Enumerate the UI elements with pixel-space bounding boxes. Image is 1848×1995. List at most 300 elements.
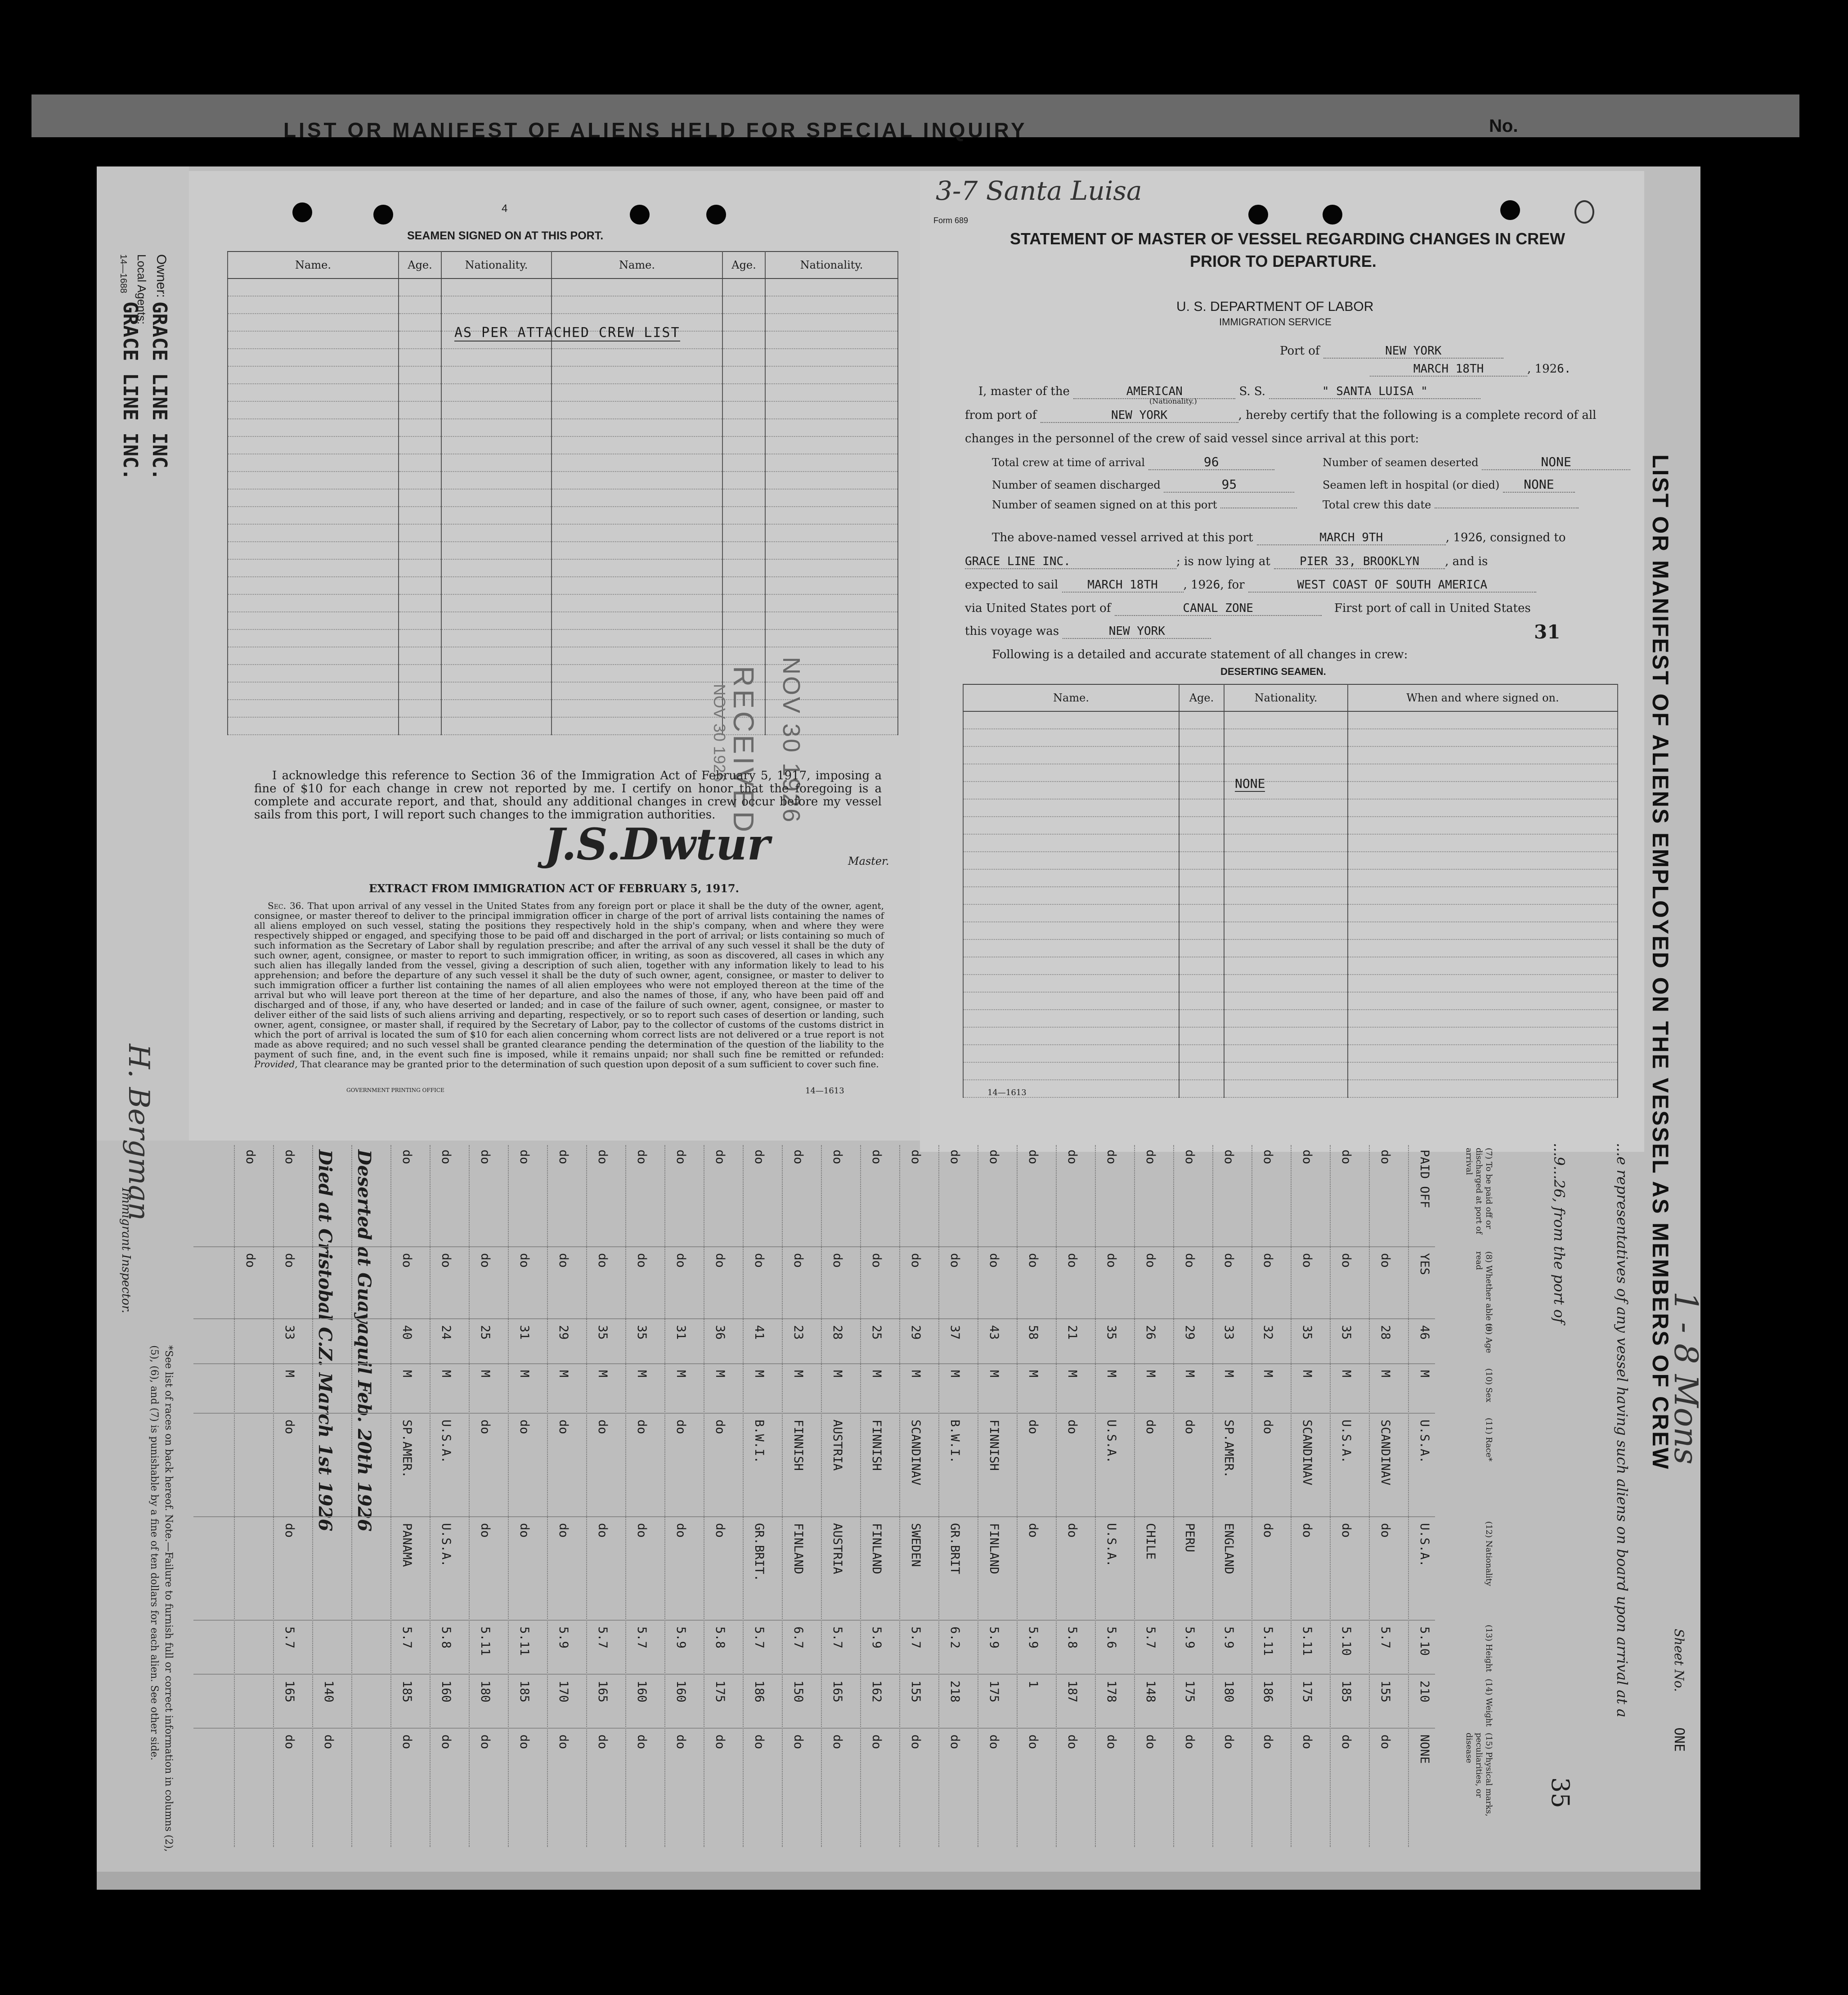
manifest-cell-sex: M [1183, 1370, 1197, 1378]
manifest-cell-age: 35 [596, 1325, 610, 1340]
manifest-cell-sex: M [1339, 1370, 1353, 1378]
table-row [228, 366, 898, 384]
col-name: Name. [228, 252, 399, 279]
left-form-code: 14—1613 [805, 1086, 844, 1096]
manifest-cell-age: 37 [948, 1325, 962, 1340]
master-signature: J.S.Dwtur [544, 819, 770, 870]
manifest-cell-wt: 160 [635, 1680, 649, 1703]
column-divider [193, 1620, 1435, 1621]
manifest-cell-race: U.S.A. [439, 1420, 453, 1464]
deserted-line: Number of seamen deserted NONE [1323, 454, 1630, 470]
bottom-strip [97, 1872, 1700, 1890]
manifest-cell-sex: M [1104, 1370, 1118, 1378]
manifest-cell-sex: M [1222, 1370, 1236, 1378]
manifest-cell-ht: 5.11 [517, 1627, 531, 1656]
table-row [228, 629, 898, 647]
table-row [228, 612, 898, 629]
table-row [430, 1145, 431, 1847]
deserting-title: DESERTING SEAMEN. [1220, 666, 1326, 677]
table-row [312, 1145, 314, 1847]
handwritten-note: 3-7 Santa Luisa [936, 175, 1142, 206]
manifest-cell-sex: M [791, 1370, 805, 1378]
table-row [1095, 1145, 1097, 1847]
manifest-cell-nat: FINLAND [870, 1523, 884, 1574]
table-row [963, 992, 1618, 1010]
manifest-cell-wt: 218 [948, 1680, 962, 1703]
manifest-cell-wt: 210 [1417, 1680, 1431, 1703]
table-row [1212, 1145, 1214, 1847]
consignee-value: GRACE LINE INC. [965, 555, 1176, 569]
manifest-cell-race: B.W.I. [752, 1420, 766, 1464]
manifest-cell-read: do [635, 1253, 649, 1268]
manifest-cell-read: do [1183, 1253, 1197, 1268]
manifest-cell-marks: do [948, 1734, 962, 1749]
lying-at-value: PIER 33, BROOKLYN [1274, 555, 1445, 569]
sheet-number-text: Sheet No. ONE [1671, 1629, 1687, 1752]
inspector-label: Immigrant Inspector. [119, 1188, 133, 1313]
table-row [228, 524, 898, 542]
manifest-cell-nat: SWEDEN [909, 1523, 923, 1567]
manifest-cell-nat: do [1065, 1523, 1079, 1538]
table-row [963, 834, 1618, 852]
manifest-cell-wt: 162 [870, 1680, 884, 1703]
table-row [625, 1145, 627, 1847]
table-row [963, 799, 1618, 817]
extract-body: Sec. 36. That upon arrival of any vessel in the United States from any foreign port or place it shall be the duty of the owner, agent, consignee, or master thereof to deliver to the principal immigration officer in charge of the port of arrival lists containing the names of all aliens employed on such vessel, stating the positions they respectively hold in the ship's company, when and where they were respectively shipped or engaged, and specifying those to be paid off and discharged in the port of arrival; or lists containing so much of such information as the Secretary of Labor shall by regulation prescribe; and after the arrival of any such vessel it shall be the duty of such owner, agent, consignee, or master to report to such immigration officer, in writing, as soon as discovered, all cases in which any such alien has illegally landed from the vessel, giving a description of such alien, together with any information likely to lead to his apprehension; and before the departure of any such vessel it shall be the duty of such owner, agent, consignee, or master to deliver to such immigration officer a further list containing the names of all alien employees who were not employed thereon at the time of the arrival but who will leave port thereon at the time of her departure, and also the names of those, if any, who have been paid off and discharged and of those, if any, who have deserted or landed; and in case of the failure of such owner, agent, consignee, or master to deliver either of the said lists of such aliens arriving and departing, respectively, or so to report such cases of desertion or landing, such owner, agent, consignee, or master shall, if required by the Secretary of Labor, pay to the collector of customs of the customs district in which the port of arrival is located the sum of $10 for each alien concerning whom correct lists are not delivered or a true report is not made as above required; and no such vessel shall be granted clearance pending the determination of the question of the liability to the payment of such fine, and, in the event such fine is imposed, while it remains unpaid; nor shall such fine be remitted or refunded: Provided, That clearance may be granted prior to the determination of such question upon deposit of a sum sufficient to cover such fine. [254, 900, 884, 1069]
manifest-cell-paid: do [596, 1150, 610, 1164]
manifest-cell-marks: do [1261, 1734, 1275, 1749]
destination-value: WEST COAST OF SOUTH AMERICA [1248, 578, 1536, 593]
manifest-page-number-text: 35 [1546, 1777, 1574, 1808]
manifest-cell-paid: do [870, 1150, 884, 1164]
discharged-line: Number of seamen discharged 95 [992, 477, 1294, 493]
manifest-cell-marks: do [1104, 1734, 1118, 1749]
manifest-cell-wt: 186 [1261, 1680, 1275, 1703]
manifest-cell-age: 35 [1339, 1325, 1353, 1340]
punch-hole [1248, 205, 1268, 225]
manifest-cell-wt: 175 [713, 1680, 727, 1703]
discharged-value: 95 [1164, 477, 1294, 493]
manifest-cell-ht: 5.8 [1065, 1627, 1079, 1649]
manifest-cell-read: do [830, 1253, 844, 1268]
manifest-cell-read: do [400, 1253, 414, 1268]
col-nationality: Nationality. [1224, 684, 1348, 711]
manifest-cell-wt: 165 [830, 1680, 844, 1703]
manifest-cell-race: SCANDINAV [1300, 1420, 1314, 1486]
manifest-cell-paid: do [791, 1150, 805, 1164]
table-row [821, 1145, 823, 1847]
manifest-cell-nat: PERU [1183, 1523, 1197, 1553]
manifest-cell-marks: do [439, 1734, 453, 1749]
manifest-cell-read: do [1378, 1253, 1392, 1268]
manifest-cell-sex: M [713, 1370, 727, 1378]
table-row [228, 507, 898, 524]
manifest-cell-paid: Died at Cristobal C.Z. March 1st 1926 [314, 1150, 336, 1532]
manifest-cell-paid: do [948, 1150, 962, 1164]
manifest-cell-ht: 5.7 [635, 1627, 649, 1649]
from-port-line: from port of NEW YORK , hereby certify that the following is a complete record of all [965, 409, 1597, 422]
manifest-cell-ht: 5.9 [1222, 1627, 1236, 1649]
sheet-number [1671, 1629, 1810, 1752]
sail-date: MARCH 18TH [1062, 578, 1184, 593]
manifest-cell-age: 25 [870, 1325, 884, 1340]
table-row [228, 279, 898, 296]
owner-form-code: 14—1688 [118, 254, 128, 293]
manifest-cell-nat: U.S.A. [1417, 1523, 1431, 1567]
port-line: Port of NEW YORK [1280, 344, 1503, 359]
manifest-cell-paid: do [1104, 1150, 1118, 1164]
manifest-cell-nat: do [478, 1523, 492, 1538]
manifest-cell-age: 31 [517, 1325, 531, 1340]
table-row [228, 542, 898, 559]
manifest-cell-marks: do [870, 1734, 884, 1749]
manifest-cell-marks: do [478, 1734, 492, 1749]
manifest-cell-read: do [1339, 1253, 1353, 1268]
manifest-cell-paid: do [1222, 1150, 1236, 1164]
table-row [351, 1145, 353, 1847]
manifest-cell-race: SCANDINAV [909, 1420, 923, 1486]
manifest-cell-age: 32 [1261, 1325, 1275, 1340]
table-row [1056, 1145, 1058, 1847]
manifest-cell-sex: M [870, 1370, 884, 1378]
table-row [963, 922, 1618, 939]
table-row [963, 957, 1618, 975]
manifest-cell-race: FINNISH [791, 1420, 805, 1471]
manifest-handwritten [1667, 1291, 1848, 1465]
table-row [963, 869, 1618, 887]
manifest-cell-marks: do [635, 1734, 649, 1749]
table-row [782, 1145, 784, 1847]
master-label: Master. [848, 855, 889, 867]
manifest-cell-sex: M [909, 1370, 923, 1378]
manifest-cell-sex: M [478, 1370, 492, 1378]
manifest-cell-race: do [1183, 1420, 1197, 1434]
manifest-cell-sex: M [1261, 1370, 1275, 1378]
column-divider [193, 1728, 1435, 1729]
agents-value: GRACE LINE INC. [119, 301, 142, 481]
manifest-column-header: (15) Physical marks, peculiarities, or disease [1464, 1733, 1494, 1817]
header-strip [31, 94, 1799, 142]
manifest-cell-race: U.S.A. [1417, 1420, 1431, 1464]
manifest-table [193, 1145, 1435, 1847]
from-port-value: NEW YORK [1041, 409, 1238, 423]
punch-hole [706, 205, 726, 225]
manifest-cell-marks: do [283, 1734, 296, 1749]
manifest-cell-nat: GR.BRIT [948, 1523, 962, 1574]
manifest-cell-nat: do [556, 1523, 570, 1538]
manifest-cell-read: do [1026, 1253, 1040, 1268]
deserted-value: NONE [1482, 454, 1630, 470]
manifest-cell-nat: do [283, 1523, 296, 1538]
manifest-cell-race: do [1026, 1420, 1040, 1434]
manifest-cell-ht: 5.10 [1339, 1627, 1353, 1656]
table-row [963, 887, 1618, 904]
table-row [234, 1145, 236, 1847]
manifest-cell-paid: do [987, 1150, 1001, 1164]
manifest-cell-age: 28 [830, 1325, 844, 1340]
table-row [1330, 1145, 1332, 1847]
manifest-cell-wt: 187 [1065, 1680, 1079, 1703]
manifest-cell-sex: M [1417, 1370, 1431, 1378]
manifest-cell-nat: PANAMA [400, 1523, 414, 1567]
manifest-cell-nat: do [713, 1523, 727, 1538]
col-age: Age. [1179, 684, 1224, 711]
col-nationality: Nationality. [765, 252, 898, 279]
manifest-cell-age: 40 [400, 1325, 414, 1340]
table-row [586, 1145, 588, 1847]
manifest-cell-wt: 170 [556, 1680, 570, 1703]
manifest-cell-marks: do [791, 1734, 805, 1749]
manifest-cell-age: 35 [1104, 1325, 1118, 1340]
manifest-cell-race: do [1144, 1420, 1157, 1434]
manifest-cell-sex: M [1300, 1370, 1314, 1378]
following-line: Following is a detailed and accurate statement of all changes in crew: [992, 648, 1408, 661]
manifest-cell-age: 35 [1300, 1325, 1314, 1340]
manifest-cell-race: do [635, 1420, 649, 1434]
manifest-cell-paid: do [1183, 1150, 1197, 1164]
manifest-cell-wt: 175 [987, 1680, 1001, 1703]
manifest-cell-wt: 175 [1183, 1680, 1197, 1703]
manifest-cell-age: 58 [1026, 1325, 1040, 1340]
manifest-cell-wt: 1 [1026, 1680, 1040, 1688]
manifest-cell-nat: do [596, 1523, 610, 1538]
manifest-cell-ht: 5.9 [1183, 1627, 1197, 1649]
manifest-cell-nat: do [1300, 1523, 1314, 1538]
manifest-cell-wt: 160 [439, 1680, 453, 1703]
table-row [963, 764, 1618, 782]
manifest-cell-sex: M [283, 1370, 296, 1378]
manifest-cell-paid: do [1339, 1150, 1353, 1164]
manifest-cell-read: do [674, 1253, 688, 1268]
acknowledgment-text: I acknowledge this reference to Section 36 of the Immigration Act of February 5, 1917, imposing a fine of $10 for each change in crew not reported by me. I certify on honor that the foregoing is a complete and accurate report, and that, should any additional changes in crew occur before my vessel sails from this port, I will report such changes to the immigration authorities. [254, 769, 882, 822]
manifest-cell-read: do [517, 1253, 531, 1268]
table-row [978, 1145, 979, 1847]
manifest-column-headers [1440, 1145, 1512, 1847]
table-row [899, 1145, 901, 1847]
via-line: via United States port of CANAL ZONE First port of call in United States [965, 602, 1531, 615]
received-stamp-vertical: NOV 30 1926 [778, 657, 805, 824]
table-row [469, 1145, 471, 1847]
signed-on-line: Number of seamen signed on at this port [992, 499, 1297, 511]
table-row [1369, 1145, 1371, 1847]
manifest-cell-wt: 180 [478, 1680, 492, 1703]
manifest-cell-age: 36 [713, 1325, 727, 1340]
manifest-cell-sex: M [635, 1370, 649, 1378]
manifest-column-header: (14) Weight [1484, 1679, 1494, 1727]
manifest-cell-read: do [713, 1253, 727, 1268]
manifest-cell-age: 25 [478, 1325, 492, 1340]
form-title-1: STATEMENT OF MASTER OF VESSEL REGARDING CHANGES IN CREW [1010, 229, 1565, 248]
manifest-cell-ht: 5.11 [1300, 1627, 1314, 1656]
table-row [508, 1145, 510, 1847]
hospital-line: Seamen left in hospital (or died) NONE [1323, 477, 1575, 493]
manifest-cell-ht: 5.7 [909, 1627, 923, 1649]
nationality-caption: (Nationality.) [1149, 397, 1197, 405]
manifest-cell-sex: M [596, 1370, 610, 1378]
table-row [1251, 1145, 1253, 1847]
via-port-value: CANAL ZONE [1115, 602, 1322, 616]
manifest-cell-age: 21 [1065, 1325, 1079, 1340]
right-form-code: 14—1613 [987, 1088, 1027, 1097]
table-row [228, 559, 898, 577]
manifest-page-number [1546, 1777, 1606, 1808]
punch-hole-outline [1574, 200, 1594, 224]
manifest-cell-ht: 5.10 [1417, 1627, 1431, 1656]
manifest-cell-marks: do [1026, 1734, 1040, 1749]
column-divider [193, 1674, 1435, 1675]
received-stamp: RECEIVED [727, 666, 760, 835]
manifest-cell-nat: do [517, 1523, 531, 1538]
table-row [664, 1145, 666, 1847]
manifest-cell-marks: do [322, 1734, 336, 1749]
extract-title: EXTRACT FROM IMMIGRATION ACT OF FEBRUARY 5, 1917. [369, 882, 739, 895]
table-row [228, 489, 898, 507]
manifest-cell-age: 26 [1144, 1325, 1157, 1340]
manifest-cell-marks: NONE [1417, 1734, 1431, 1764]
table-row [963, 904, 1618, 922]
manifest-cell-race: U.S.A. [1339, 1420, 1353, 1464]
total-crew-date-line: Total crew this date [1323, 499, 1579, 511]
manifest-cell-ht: 6.7 [791, 1627, 805, 1649]
table-row [1017, 1145, 1018, 1847]
manifest-cell-paid: do [1300, 1150, 1314, 1164]
inspector-signature: H. Bergman [122, 1044, 155, 1221]
manifest-cell-sex: M [752, 1370, 766, 1378]
table-row [963, 1062, 1618, 1080]
manifest-cell-read: do [909, 1253, 923, 1268]
table-row [228, 577, 898, 594]
manifest-cell-paid: do [1378, 1150, 1392, 1164]
column-divider [193, 1318, 1435, 1319]
punch-hole [292, 202, 312, 222]
table-row [1173, 1145, 1175, 1847]
manifest-cell-sex: M [1378, 1370, 1392, 1378]
stamp-number: 31 [1534, 621, 1561, 643]
manifest-cell-race: do [596, 1420, 610, 1434]
manifest-cell-age: 29 [1183, 1325, 1197, 1340]
manifest-column-header: (10) Sex [1484, 1368, 1494, 1402]
total-crew-value: 96 [1148, 454, 1274, 470]
manifest-cell-age: 23 [791, 1325, 805, 1340]
manifest-cell-read: do [1144, 1253, 1157, 1268]
manifest-cell-nat: GR.BRIT. [752, 1523, 766, 1582]
manifest-cell-sex: M [556, 1370, 570, 1378]
punch-hole [630, 205, 650, 225]
manifest-cell-sex: M [987, 1370, 1001, 1378]
manifest-cell-age: 41 [752, 1325, 766, 1340]
table-row [228, 296, 898, 314]
table-row [547, 1145, 549, 1847]
manifest-cell-paid: do [243, 1150, 257, 1164]
manifest-cell-paid: do [556, 1150, 570, 1164]
master-line: I, master of the AMERICAN S. S. " SANTA LUISA " [978, 385, 1480, 399]
manifest-cell-marks: do [1065, 1734, 1079, 1749]
owner-value: GRACE LINE INC. [148, 301, 171, 481]
manifest-cell-nat: do [1339, 1523, 1353, 1538]
deserting-entry: NONE [1235, 776, 1265, 791]
table-row [228, 472, 898, 489]
manifest-cell-race: do [1065, 1420, 1079, 1434]
table-row [938, 1145, 940, 1847]
manifest-cell-sex: M [674, 1370, 688, 1378]
manifest-cell-age: 28 [1378, 1325, 1392, 1340]
table-row [228, 594, 898, 612]
expected-line: expected to sail MARCH 18TH , 1926, for WEST COAST OF SOUTH AMERICA [965, 578, 1536, 593]
manifest-cell-ht: 5.7 [283, 1627, 296, 1649]
table-row [963, 711, 1618, 729]
table-row [963, 729, 1618, 746]
form-title-2: PRIOR TO DEPARTURE. [1190, 252, 1377, 270]
manifest-cell-wt: 150 [791, 1680, 805, 1703]
manifest-cell-paid: do [283, 1150, 296, 1164]
manifest-cell-ht: 5.7 [830, 1627, 844, 1649]
manifest-cell-nat: do [1378, 1523, 1392, 1538]
manifest-cell-read: do [478, 1253, 492, 1268]
table-row [963, 1027, 1618, 1045]
manifest-cell-age: 29 [909, 1325, 923, 1340]
manifest-cell-marks: do [1222, 1734, 1236, 1749]
printer-line: GOVERNMENT PRINTING OFFICE [346, 1087, 444, 1093]
manifest-cell-ht: 5.9 [987, 1627, 1001, 1649]
dept-name: U. S. DEPARTMENT OF LABOR [1176, 299, 1374, 314]
manifest-cell-sex: M [400, 1370, 414, 1378]
manifest-from-port-text: ...9...26, from the port of [1551, 1143, 1568, 1324]
manifest-footnote-text: *See list of races on back hereof. Note.—Failure to furnish full or correct information in columns (2), (5), (6), and (7) is punishable by a fine of ten dollars for each alien. See other side. [148, 1345, 174, 1852]
manifest-subtitle-text: ...e representatives of any vessel having such aliens on board upon arrival at a [1614, 1143, 1631, 1717]
manifest-cell-paid: do [674, 1150, 688, 1164]
manifest-cell-race: do [283, 1420, 296, 1434]
table-row [1408, 1145, 1410, 1847]
manifest-cell-nat: U.S.A. [439, 1523, 453, 1567]
table-row [228, 419, 898, 436]
manifest-cell-ht: 5.8 [713, 1627, 727, 1649]
service-name: IMMIGRATION SERVICE [1219, 316, 1332, 328]
manifest-cell-paid: do [1026, 1150, 1040, 1164]
manifest-cell-marks: do [1300, 1734, 1314, 1749]
col-signed-on: When and where signed on. [1348, 684, 1618, 711]
manifest-cell-marks: do [674, 1734, 688, 1749]
table-row [963, 975, 1618, 992]
manifest-cell-wt: 140 [322, 1680, 336, 1703]
manifest-cell-read: do [791, 1253, 805, 1268]
table-row [963, 1045, 1618, 1062]
left-page [189, 171, 927, 1141]
table-row [228, 436, 898, 454]
manifest-cell-age: 33 [283, 1325, 296, 1340]
manifest-cell-race: do [478, 1420, 492, 1434]
manifest-title-text: LIST OR MANIFEST OF ALIENS EMPLOYED ON THE VESSEL AS MEMBERS OF CREW [1648, 454, 1673, 1470]
manifest-cell-race: do [1261, 1420, 1275, 1434]
manifest-cell-race: FINNISH [987, 1420, 1001, 1471]
manifest-cell-sex: M [1144, 1370, 1157, 1378]
punch-hole [1323, 205, 1342, 225]
table-row [273, 1145, 275, 1847]
table-row [963, 1080, 1618, 1097]
manifest-cell-race: do [713, 1420, 727, 1434]
table-row [228, 349, 898, 366]
manifest-cell-ht: 5.6 [1104, 1627, 1118, 1649]
left-page-number: 4 [502, 202, 508, 215]
manifest-cell-age: 33 [1222, 1325, 1236, 1340]
table-row [228, 454, 898, 472]
manifest-cell-read: do [1261, 1253, 1275, 1268]
manifest-cell-ht: 5.11 [1261, 1627, 1275, 1656]
manifest-cell-paid: do [439, 1150, 453, 1164]
manifest-cell-paid: do [713, 1150, 727, 1164]
right-page [920, 171, 1644, 1152]
manifest-cell-sex: M [439, 1370, 453, 1378]
column-divider [193, 1516, 1435, 1517]
